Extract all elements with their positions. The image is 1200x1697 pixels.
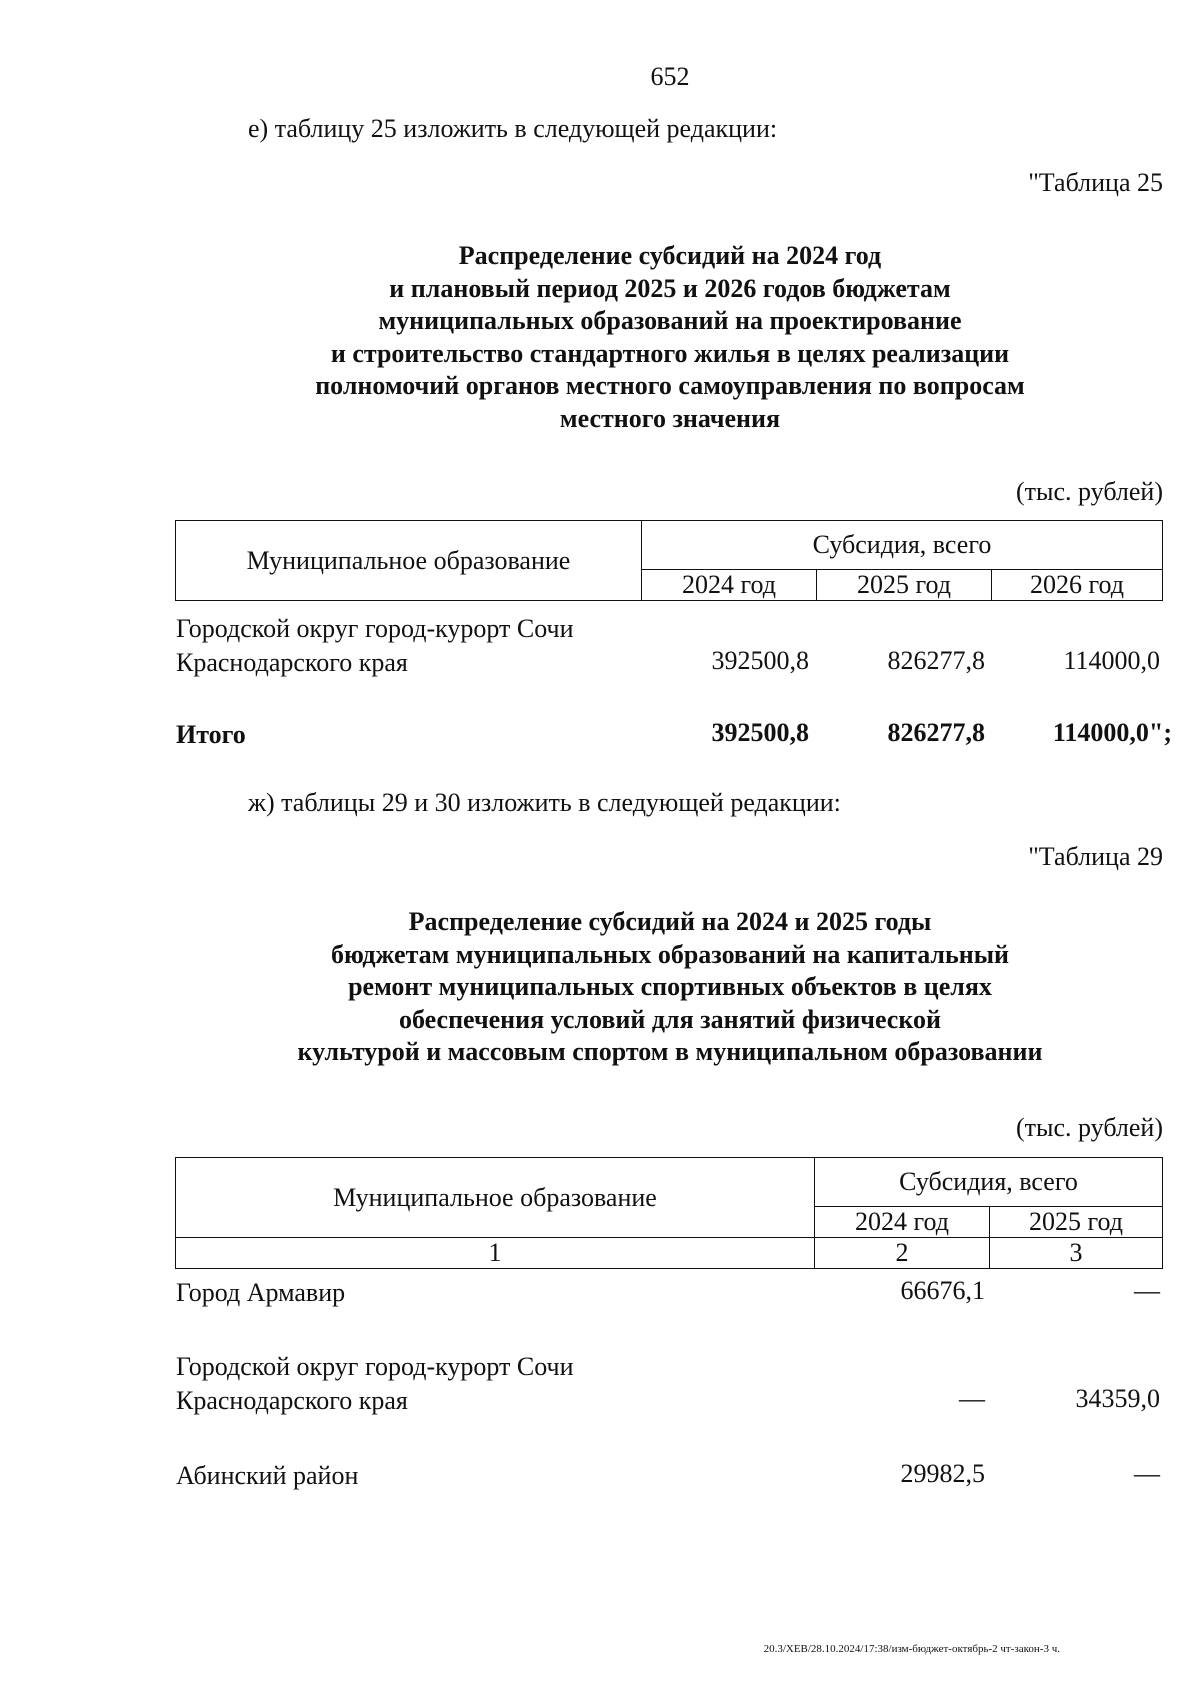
table-row-name: Город Армавир bbox=[176, 1278, 346, 1307]
total-value: 392500,8 bbox=[711, 718, 809, 747]
row-name-line: Городской округ город-курорт Сочи bbox=[176, 614, 574, 643]
table-cell-value: — bbox=[1134, 1276, 1160, 1305]
table-25-header bbox=[175, 520, 1163, 601]
row-name-line: Краснодарского края bbox=[176, 648, 408, 677]
table-29-unit: (тыс. рублей) bbox=[1015, 1113, 1163, 1142]
title-line: Распределение субсидий на 2024 и 2025 годы bbox=[408, 907, 932, 936]
table-25-title bbox=[0, 240, 1200, 436]
year-header: 2024 год bbox=[815, 1207, 990, 1238]
table-cell-value: 66676,1 bbox=[900, 1276, 985, 1305]
title-line: обеспечения условий для занятий физической bbox=[399, 1004, 941, 1034]
table-cell-value: 826277,8 bbox=[887, 646, 985, 675]
subsidy-group-header: Субсидия, всего bbox=[815, 1158, 1163, 1207]
row-name-line: Краснодарского края bbox=[176, 1386, 408, 1415]
year-header: 2026 год bbox=[992, 570, 1163, 601]
page-number: 652 bbox=[650, 62, 690, 91]
year-header: 2025 год bbox=[817, 570, 992, 601]
total-label: Итого bbox=[176, 720, 246, 749]
table-row-name bbox=[176, 612, 574, 680]
col-name-header: Муниципальное образование bbox=[176, 521, 642, 601]
table-29-title bbox=[0, 906, 1200, 1069]
table-cell-value: 29982,5 bbox=[900, 1459, 985, 1488]
title-line: ремонт муниципальных спортивных объектов в целях bbox=[348, 972, 992, 1002]
table-row-name: Абинский район bbox=[176, 1461, 359, 1490]
title-line: муниципальных образований на проектирование bbox=[378, 306, 962, 336]
table-cell-value: 114000,0 bbox=[1063, 646, 1160, 675]
title-line: Распределение субсидий на 2024 год bbox=[458, 241, 882, 270]
table-29-label: "Таблица 29 bbox=[1028, 842, 1163, 871]
table-row-name bbox=[176, 1350, 574, 1418]
section-zh-intro: ж) таблицы 29 и 30 изложить в следующей редакции: bbox=[248, 788, 841, 817]
year-header: 2025 год bbox=[990, 1207, 1163, 1238]
table-29-header bbox=[175, 1157, 1163, 1269]
title-line: и плановый период 2025 и 2026 годов бюджетам bbox=[389, 273, 951, 303]
subsidy-group-header: Субсидия, всего bbox=[642, 521, 1163, 570]
table-cell-value: — bbox=[959, 1384, 985, 1413]
title-line: бюджетам муниципальных образований на капитальный bbox=[330, 939, 1010, 969]
title-line: полномочий органов местного самоуправления по вопросам bbox=[315, 371, 1025, 401]
col-name-header: Муниципальное образование bbox=[176, 1158, 815, 1238]
section-e-intro: е) таблицу 25 изложить в следующей редакции: bbox=[248, 114, 778, 143]
table-cell-value: — bbox=[1134, 1459, 1160, 1488]
table-cell-value: 34359,0 bbox=[1075, 1384, 1160, 1413]
col-number: 3 bbox=[990, 1238, 1163, 1269]
total-value: 826277,8 bbox=[887, 718, 985, 747]
table-25-unit: (тыс. рублей) bbox=[1015, 477, 1163, 506]
row-name-line: Городской округ город-курорт Сочи bbox=[176, 1352, 574, 1381]
col-number: 1 bbox=[176, 1238, 815, 1269]
footer-stamp: 20.3/ХЕВ/28.10.2024/17:38/изм-бюджет-октябрь-2 чт-закон-3 ч. bbox=[763, 1643, 1060, 1655]
title-line: культурой и массовым спортом в муниципальном образовании bbox=[297, 1037, 1043, 1067]
title-line: и строительство стандартного жилья в целях реализации bbox=[330, 338, 1010, 368]
year-header: 2024 год bbox=[642, 570, 817, 601]
table-25-label: "Таблица 25 bbox=[1028, 168, 1163, 197]
total-value: 114000,0"; bbox=[1052, 718, 1172, 747]
col-number: 2 bbox=[815, 1238, 990, 1269]
title-line: местного значения bbox=[559, 403, 781, 433]
table-cell-value: 392500,8 bbox=[711, 646, 809, 675]
